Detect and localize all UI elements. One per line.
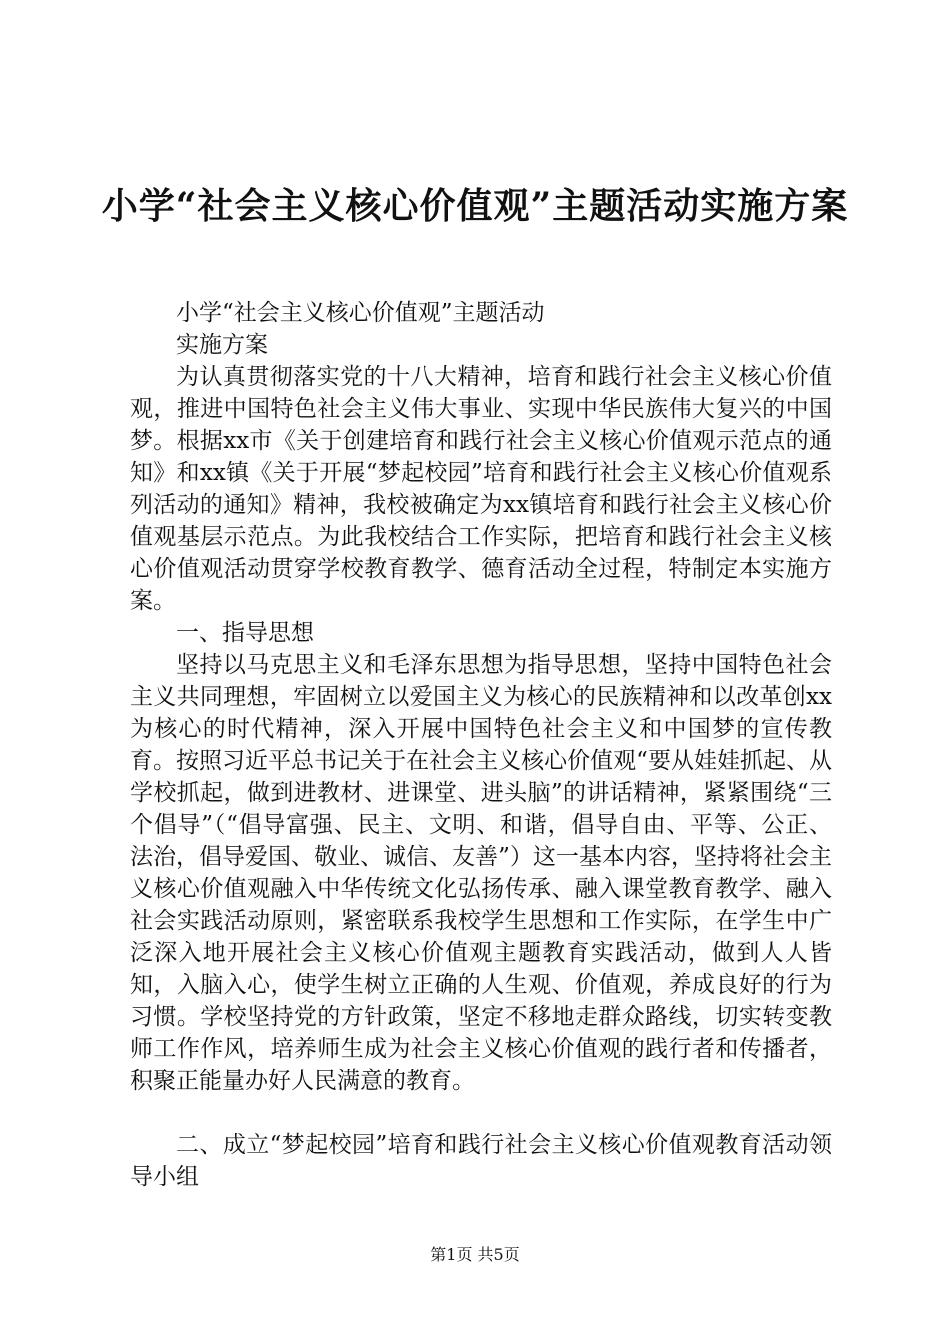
guiding-thought-paragraph: 坚持以马克思主义和毛泽东思想为指导思想，坚持中国特色社会主义共同理想，牢固树立以爱国主义为核心的民族精神和以改革创xx为核心的时代精神，深入开展中国特色社会主义和中国梦的宣传教育。按照习近平总书记关于在社会主义核心价值观“要从娃娃抓起、从学校抓起，做到进教材、进课堂、进头脑”的讲话精神，紧紧围绕“三个倡导”（“倡导富强、民主、文明、和谐，倡导自由、平等、公正、法治，倡导爱国、敬业、诚信、友善”）这一基本内容，坚持将社会主义核心价值观融入中华传统文化弘扬传承、融入课堂教育教学、融入社会实践活动原则，紧密联系我校学生思想和工作实际，在学生中广泛深入地开展社会主义核心价值观主题教育实践活动，做到人人皆知，入脑入心，使学生树立正确的人生观、价值观，养成良好的行为习惯。学校坚持党的方针政策，坚定不移地走群众路线，切实转变教师工作作风，培养师生成为社会主义核心价值观的践行者和传播者，积聚正能量办好人民满意的教育。 (130, 652, 832, 1094)
document-title: 小学“社会主义核心价值观”主题活动实施方案 (101, 185, 849, 227)
document-body (130, 297, 832, 1193)
subtitle-line-1: 小学“社会主义核心价值观”主题活动 (176, 300, 545, 326)
intro-paragraph: 为认真贯彻落实党的十八大精神，培育和践行社会主义核心价值观，推进中国特色社会主义伟大事业、实现中华民族伟大复兴的中国梦。根据xx市《关于创建培育和践行社会主义核心价值观示范点的通知》和xx镇《关于开展“梦起校园”培育和践行社会主义核心价值观系列活动的通知》精神，我校被确定为xx镇培育和践行社会主义核心价值观基层示范点。为此我校结合工作实际，把培育和践行社会主义核心价值观活动贯穿学校教育教学、德育活动全过程，特制定本实施方案。 (130, 364, 832, 614)
page-number-footer: 第1页 共5页 (430, 1245, 520, 1264)
subtitle-line-2: 实施方案 (176, 332, 268, 358)
section-heading-leadership-group: 二、成立“梦起校园”培育和践行社会主义核心价值观教育活动领导小组 (130, 1132, 832, 1190)
section-heading-guiding-thought: 一、指导思想 (176, 620, 314, 646)
